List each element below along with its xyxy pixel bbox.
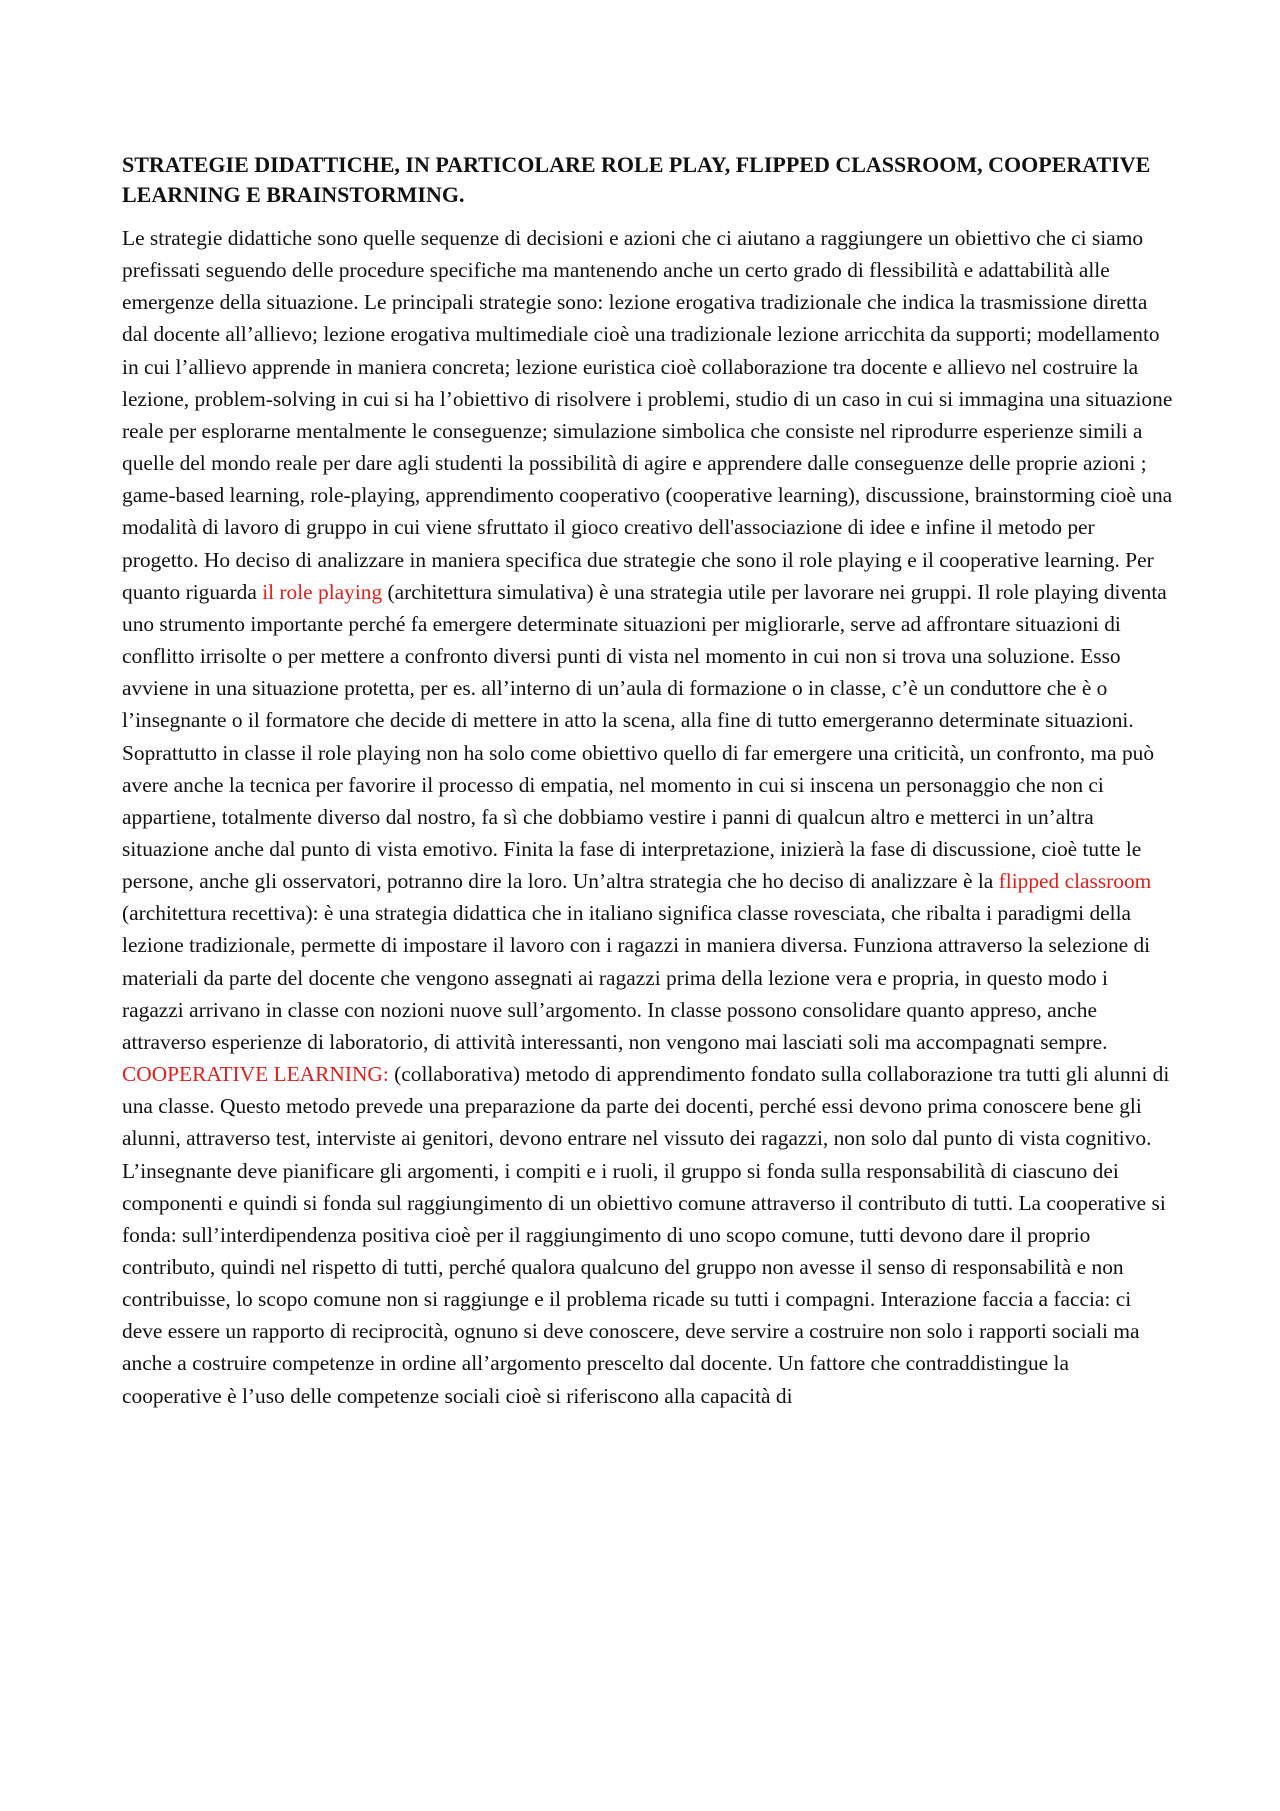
highlight-flipped-classroom: flipped classroom [998,869,1152,894]
body-text-part-4: (collaborativa) metodo di apprendimento fondato sulla collaborazione tra tutti gli alunni di una classe. Questo metodo prevede una preparazione da parte dei docenti, perché essi devono prima conoscere bene gli alunni, attraverso test, interviste ai genitori, devono entrare nel vissuto dei ragazzi, non solo dal punto di vista cognitivo. L’insegnante deve pianificare gli argomenti, i compiti e i ruoli, il gruppo si fonda sulla responsabilità di ciascuno dei componenti e quindi si fonda sul raggiungimento di un obiettivo comune attraverso il contributo di tutti. La cooperative si fonda: sull’interdipendenza positiva cioè per il raggiungimento di uno scopo comune, tutti devono dare il proprio contributo, quindi nel rispetto di tutti, perché qualora qualcuno del gruppo non avesse il senso di responsabilità e non contribuisse, lo scopo comune non si raggiunge e il problema ricade su tutti i compagni. Interazione faccia a faccia: ci deve essere un rapporto di reciprocità, ognuno si deve conoscere, deve servire a costruire non solo i rapporti sociali ma anche a costruire competenze in ordine all’argomento prescelto dal docente. Un fattore che contraddistingue la cooperative è l’uso delle competenze sociali cioè si riferiscono alla capacità di [122,1062,1170,1408]
body-paragraph [122,222,1174,1412]
document-title: STRATEGIE DIDATTICHE, IN PARTICOLARE ROLE PLAY, FLIPPED CLASSROOM, COOPERATIVE LEARNING E BRAINSTORMING. [122,152,1151,207]
highlight-role-playing: il role playing [262,579,383,604]
body-text-part-1: Le strategie didattiche sono quelle sequenze di decisioni e azioni che ci aiutano a raggiungere un obiettivo che ci siamo prefissati seguendo delle procedure specifiche ma mantenendo anche un certo grado di flessibilità e adattabilità alle emergenze della situazione. Le principali strategie sono: lezione erogativa tradizionale che indica la trasmissione diretta dal docente all’allievo; lezione erogativa multimediale cioè una tradizionale lezione arricchita da supporti; modellamento in cui l’allievo apprende in maniera concreta; lezione euristica cioè collaborazione tra docente e allievo nel costruire la lezione, problem-solving in cui si ha l’obiettivo di risolvere i problemi, studio di un caso in cui si immagina una situazione reale per esplorarne mentalmente le conseguenze; simulazione simbolica che consiste nel riprodurre esperienze simili a quelle del mondo reale per dare agli studenti la possibilità di agire e apprendere dalle conseguenze delle proprie azioni ; game-based learning, role-playing, apprendimento cooperativo (cooperative learning), discussione, brainstorming cioè una modalità di lavoro di gruppo in cui viene sfruttato il gioco creativo dell'associazione di idee e infine il metodo per progetto. Ho deciso di analizzare in maniera specifica due strategie che sono il role playing e il cooperative learning. Per quanto riguarda [122,226,1173,604]
highlight-cooperative-learning: COOPERATIVE LEARNING: [122,1062,389,1087]
body-text-part-2: (architettura simulativa) è una strategia utile per lavorare nei gruppi. Il role playing diventa uno strumento importante perché fa emergere determinate situazioni per migliorarle, serve ad affrontare situazioni di conflitto irrisolte o per mettere a confronto diversi punti di vista nel momento in cui non si trova una soluzione. Esso avviene in una situazione protetta, per es. all’interno di un’aula di formazione o in classe, c’è un conduttore che è o l’insegnante o il formatore che decide di mettere in atto la scena, alla fine di tutto emergeranno determinate situazioni. Soprattutto in classe il role playing non ha solo come obiettivo quello di far emergere una criticità, un confronto, ma può avere anche la tecnica per favorire il processo di empatia, nel momento in cui si inscena un personaggio che non ci appartiene, totalmente diverso dal nostro, fa sì che dobbiamo vestire i panni di qualcun altro e metterci in un’altra situazione anche dal punto di vista emotivo. Finita la fase di interpretazione, inizierà la fase di discussione, cioè tutte le persone, anche gli osservatori, potranno dire la loro. Un’altra strategia che ho deciso di analizzare è la [122,579,1167,894]
body-text-part-3: (architettura recettiva): è una strategia didattica che in italiano significa classe rovesciata, che ribalta i paradigmi della lezione tradizionale, permette di impostare il lavoro con i ragazzi in maniera diversa. Funziona attraverso la selezione di materiali da parte del docente che vengono assegnati ai ragazzi prima della lezione vera e propria, in questo modo i ragazzi arrivano in classe con nozioni nuove sull’argomento. In classe possono consolidare quanto appreso, anche attraverso esperienze di laboratorio, di attività interessanti, non vengono mai lasciati soli ma accompagnati sempre. [122,901,1151,1054]
document-content [122,150,1174,1412]
